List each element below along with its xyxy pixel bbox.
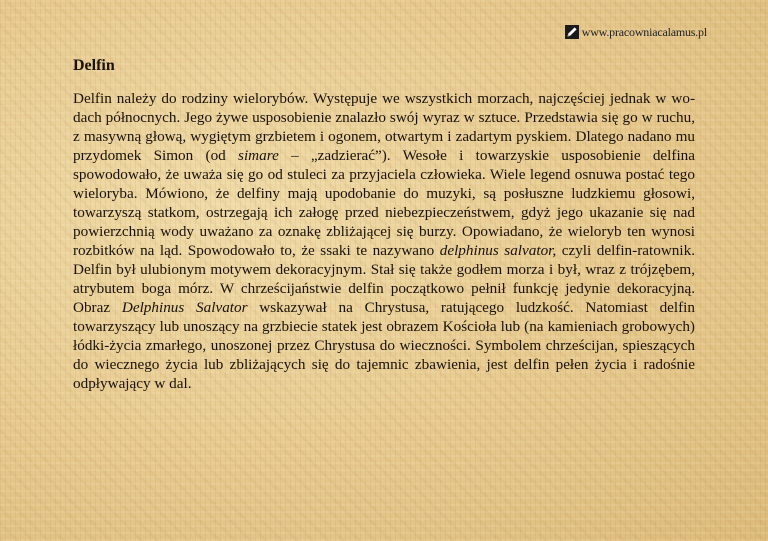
body-text: – „zadzierać”). Wesołe i towarzyskie usposobienie delfina spowodowało, że uważa się go od stuleci za przyjaciela człowieka. Wiele legend osnuwa postać tego wieloryba. Mówiono, że delfiny mają upodobanie do muzyki, są posłuszne ludzkiemu głosowi, towarzyszą statkom, ostrzegają ich załogę przed niebezpieczeństwem, gdyż jego ukazanie się nad powierzchnią wody uważano za oznakę zbliżającej się burzy. Opowiadano, że wieloryb ten wynosi rozbitków na ląd. Spowodowało to, że ssaki te nazywano (73, 147, 696, 259)
site-brand (565, 23, 707, 41)
body-text: czyli delfin-ratownik. Delfin był ulubionym motywem dekoracyjnym. Stał się także godłem morza i był, wraz z trójzębem, atrybutem boga mórz. W chrześcijaństwie delfin początkowo pełnił funkcję jedynie dekoracyjną. Obraz (73, 242, 695, 316)
body-text-italic: simare (238, 147, 279, 164)
document-title: Delfin (73, 57, 115, 74)
body-text: wskazywał na Chrystusa, ratującego ludzkość. Natomiast delfin towarzyszący lub unoszący na grzbiecie statek jest obrazem Kościoła lub (na kamieniach grobowych) łódki-życia zmarłego, unoszonej przez Chrystusa do wieczności. Symbolem chrześcijan, spieszących do wiecznego życia lub zbliżających się do tajemnic zbawienia, jest delfin pełen życia i radośnie odpływający w dal. (73, 299, 695, 392)
body-text-italic: Delphinus Salvator (121, 299, 248, 316)
pencil-logo-icon (565, 25, 579, 39)
body-text: Delfin należy do rodziny wielorybów. Występuje we wszystkich morzach, najczęściej jednak w wodach północnych. Jego żywe usposobienie znalazło swój wyraz w sztuce. Przedstawia się go w ruchu, z masywną głową, wygiętym grzbietem i ogonem, otwartym i zadartym pyskiem. Dlatego nadano mu przydomek Simon (od (73, 90, 695, 164)
body-text-italic: delphinus salvator, (439, 242, 557, 259)
document-body (73, 89, 695, 393)
site-url: www.pracowniacalamus.pl (581, 25, 707, 39)
document-content (73, 56, 695, 393)
